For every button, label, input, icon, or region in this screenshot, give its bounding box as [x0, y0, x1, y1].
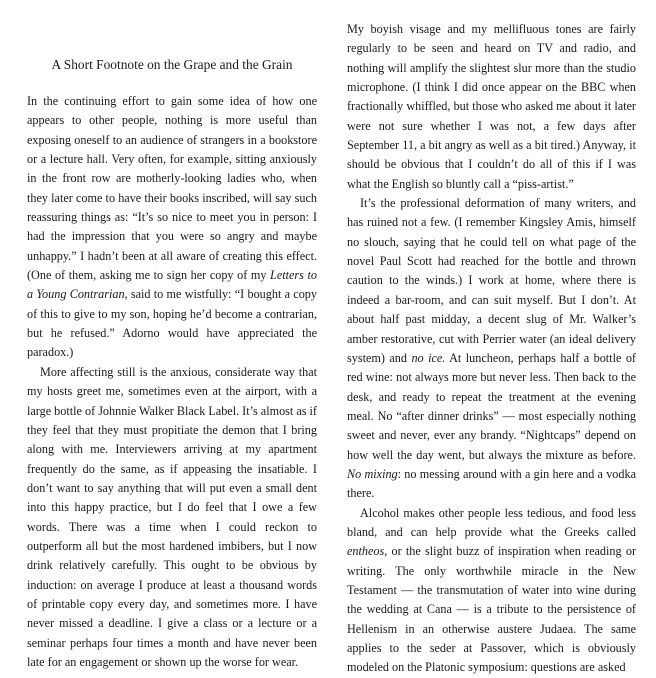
paragraph	[27, 92, 317, 363]
italic-text: no ice.	[411, 350, 446, 365]
right-body-text	[347, 20, 636, 678]
text-run: In the continuing effort to gain some idea of how one appears to other people, nothing is more useful than exposing oneself to an audience of strangers in a bookstore or a lecture hall. Very often, for example, sitting anxiously in the front row are motherly-looking ladies who, when they later come to have their books inscribed, will say such reassuring things as: “It’s so nice to meet you in person: I had the impression that you were so angry and maybe unhappy.” I hadn’t been at all aware of creating this effect. (One of them, asking me to sign her copy of my	[27, 94, 317, 283]
text-run: , said to me wistfully: “I bought a copy of this to give to my son, hoping he’d become a contrarian, but he refused.” Adorno would have appreciated the paradox.)	[27, 287, 317, 360]
left-body-text	[27, 92, 317, 672]
text-run: My boyish visage and my mellifluous tones are fairly regularly to be seen and heard on TV and radio, and nothing will amplify the slightest slur more than the studio microphone. (I think I did once appear on the BBC when fractionally whiffled, but those who asked me about it later were not sure whether I was not, a few days after September 11, a bit angry as well as a bit tired.) Anyway, it should be obvious that I couldn’t do all of this if I was what the English so bluntly call a “piss-artist.”	[347, 22, 636, 191]
paragraph	[27, 363, 317, 673]
text-run: Alcohol makes other people less tedious, and food less bland, and can help provide what the Greeks called	[347, 505, 636, 539]
essay-title: A Short Footnote on the Grape and the Grain	[51, 57, 293, 72]
paragraph	[347, 20, 636, 194]
left-page-column	[27, 55, 317, 672]
right-page-column	[347, 20, 636, 678]
italic-text: entheos	[347, 544, 385, 559]
text-run: It’s the professional deformation of many writers, and has ruined not a few. (I remember Kingsley Amis, himself no slouch, saying that he could tell on what page of the novel Paul Scott had reached for the bottle and thrown caution to the winds.) I work at home, where there is indeed a bar-room, and can suit myself. But I don’t. At about half past midday, a decent slug of Mr. Walker’s amber restorative, cut with Perrier water (an ideal delivery system) and	[347, 196, 636, 365]
paragraph	[347, 504, 636, 678]
text-run: More affecting still is the anxious, considerate way that my hosts greet me, sometimes even at the airport, with a large bottle of Johnnie Walker Black Label. It’s almost as if they feel that they must propitiate the demon that I bring along with me. Interviewers arriving at my apartment frequently do the same, as if appeasing the insatiable. I don’t want to say anything that will put even a small dent into this happy practice, but I do feel that I owe a few words. There was a time when I could reckon to outperform all but the most hardened imbibers, but I now drink relatively carefully. This ought to be obvious by induction: on average I produce at least a thousand words of printable copy every day, and sometimes more. I have never missed a deadline. I give a class or a lecture or a seminar perhaps four times a month and have never been late for an engagement or shown up the worse for wear.	[27, 364, 317, 669]
italic-text: No mixing	[347, 466, 398, 481]
text-run: : no messing around with a gin here and a vodka there.	[347, 466, 636, 501]
text-run: At luncheon, perhaps half a bottle of red wine: not always more but never less. Then back to the desk, and ready to repeat the treatment at the evening meal. No “after dinner drinks” — most especially nothing sweet and never, ever any brandy. “Nightcaps” depend on how well the day went, but always the mixture as before.	[347, 350, 636, 462]
italic-text: Letters to a Young Contrarian	[27, 268, 317, 302]
text-run: , or the slight buzz of inspiration when reading or writing. The only worthwhile miracle in the New Testament — the transmutation of water into wine during the wedding at Cana — is a tribute to the persistence of Hellenism in an otherwise austere Judaea. The same applies to the seder at Passover, which is obviously modeled on the Platonic symposium: questions are asked	[347, 544, 636, 675]
paragraph	[347, 194, 636, 504]
